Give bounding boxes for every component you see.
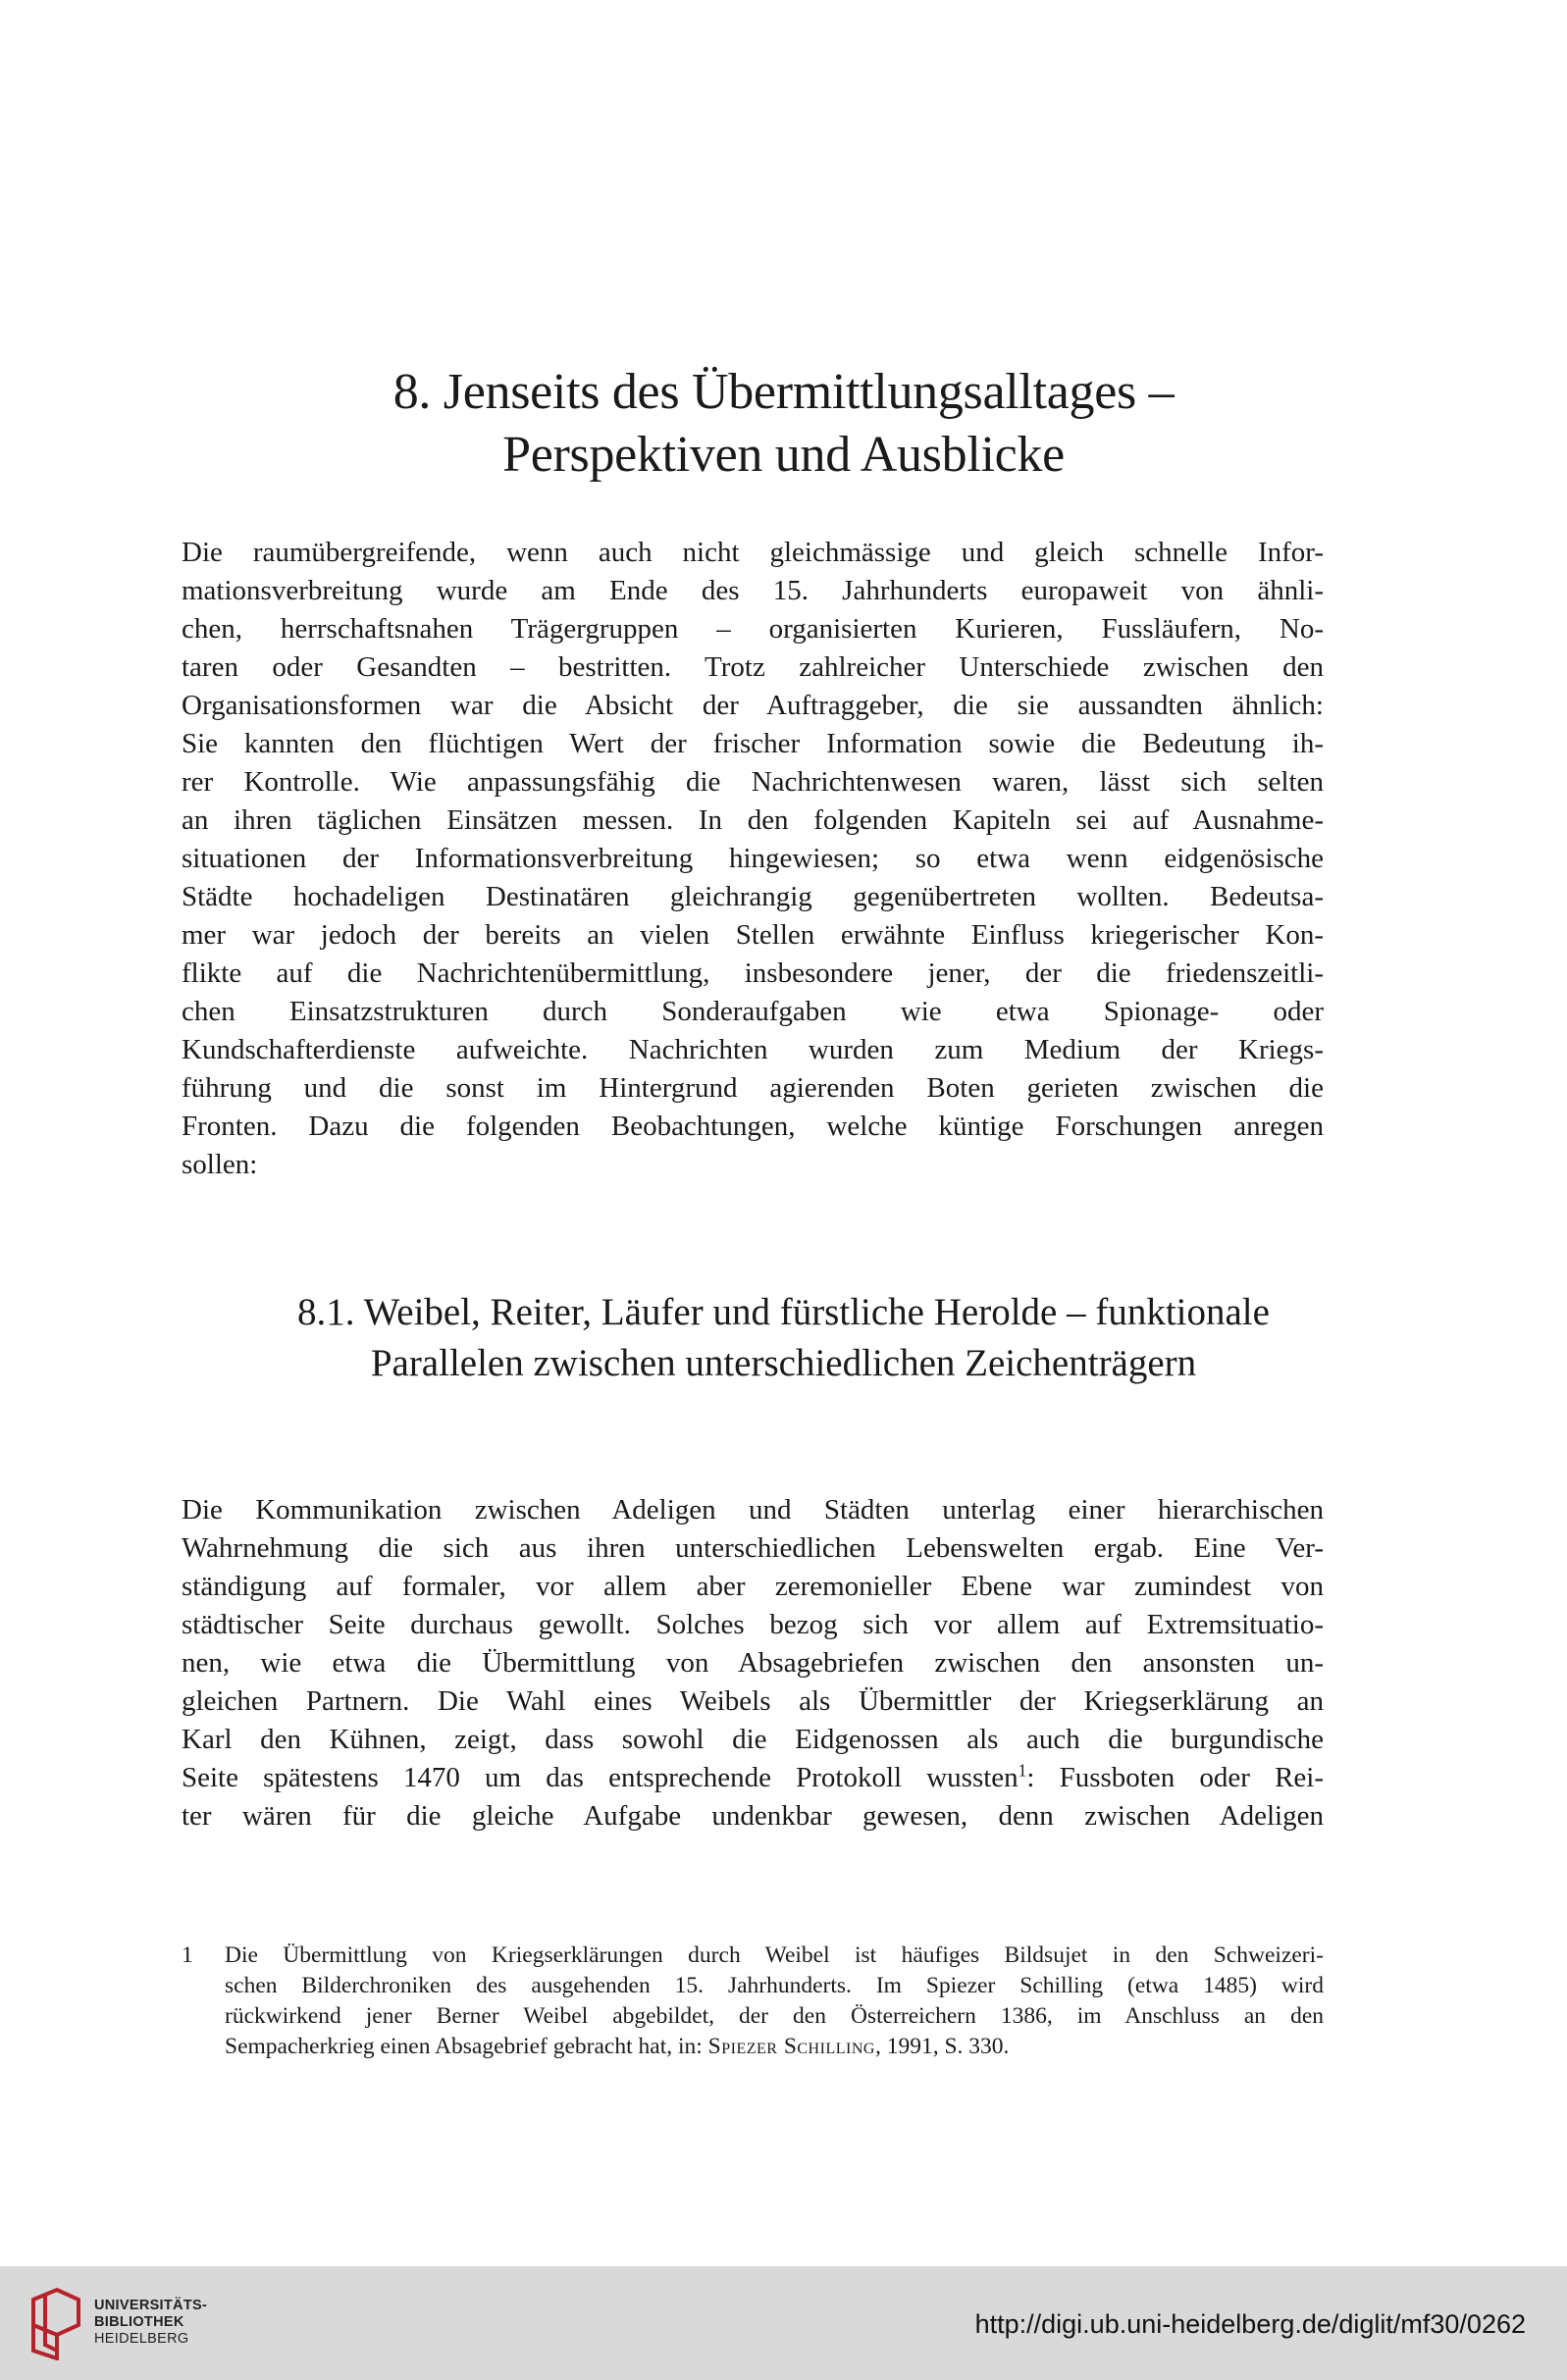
text-line: sollen: <box>182 1149 258 1180</box>
text-line: Sie kannten den flüchtigen Wert der frischer Information sowie die Bedeutung ih- <box>182 728 1324 759</box>
text-line: flikte auf die Nachrichtenübermittlung, insbesondere jener, der die friedenszeitli- <box>182 957 1324 989</box>
text-line: chen Einsatzstrukturen durch Sonderaufgaben wie etwa Spionage- oder <box>182 996 1324 1027</box>
text-line: rer Kontrolle. Wie anpassungsfähig die Nachrichtenwesen waren, lässt sich selten <box>182 766 1324 798</box>
chapter-title-line: Perspektiven und Ausblicke <box>502 427 1065 483</box>
text-line: gleichen Partnern. Die Wahl eines Weibels als Übermittler der Kriegserklärung an <box>182 1685 1324 1717</box>
footnote-line: Sempacherkrieg einen Absagebrief gebracht hat, in: Spiezer Schilling, 1991, S. 330. <box>225 2034 1010 2059</box>
library-name: UNIVERSITÄTS- BIBLIOTHEK HEIDELBERG <box>94 2298 208 2347</box>
text-line: situationen der Informationsverbreitung hingewiesen; so etwa wenn eidgenösische <box>182 843 1324 874</box>
text-line: städtischer Seite durchaus gewollt. Solches bezog sich vor allem auf Extremsituatio- <box>182 1609 1324 1640</box>
chapter-title <box>147 361 1420 487</box>
intro-paragraph <box>182 534 1324 1184</box>
text-line: Kundschafterdienste aufweichte. Nachrichten wurden zum Medium der Kriegs- <box>182 1034 1324 1065</box>
text-line: führung und die sonst im Hintergrund agierenden Boten gerieten zwischen die <box>182 1072 1324 1104</box>
chapter-title-line: 8. Jenseits des Übermittlungsalltages – <box>392 364 1175 420</box>
text-line: mer war jedoch der bereits an vielen Stellen erwähnte Einfluss kriegerischer Kon- <box>182 919 1324 951</box>
text-line: taren oder Gesandten – bestritten. Trotz zahlreicher Unterschiede zwischen den <box>182 651 1324 683</box>
footnote-reference[interactable]: 1 <box>1018 1760 1027 1781</box>
text-line: Fronten. Dazu die folgenden Beobachtungen, welche küntige Forschungen anregen <box>182 1111 1324 1142</box>
footnote-text <box>225 1940 1324 2062</box>
text-line-with-footnote: Seite spätestens 1470 um das entsprechende Protokoll wussten$^1$: Fussboten oder Rei- <box>182 1760 1324 1793</box>
text-line: nen, wie etwa die Übermittlung von Absagebriefen zwischen den ansonsten un- <box>182 1647 1324 1679</box>
section-title-line: Parallelen zwischen unterschiedlichen Zeichenträgern <box>370 1342 1197 1384</box>
library-logo-icon <box>27 2286 84 2360</box>
text-line: Organisationsformen war die Absicht der Auftraggeber, die sie aussandten ähnlich: <box>182 690 1324 721</box>
section-paragraph <box>182 1491 1324 1836</box>
footer-bar <box>0 2266 1567 2380</box>
permalink-url[interactable]: http://digi.ub.uni-heidelberg.de/diglit/mf30/0262 <box>974 2309 1526 2339</box>
text-line: an ihren täglichen Einsätzen messen. In den folgenden Kapiteln sei auf Ausnahme- <box>182 804 1324 836</box>
text-line: Die raumübergreifende, wenn auch nicht gleichmässige und gleich schnelle Infor- <box>182 537 1324 568</box>
text-line: Karl den Kühnen, zeigt, dass sowohl die Eidgenossen als auch die burgundische <box>182 1724 1324 1755</box>
text-line: chen, herrschaftsnahen Trägergruppen – organisierten Kurieren, Fussläufern, No- <box>182 613 1324 645</box>
footnote-line: Die Übermittlung von Kriegserklärungen durch Weibel ist häufiges Bildsujet in den Schweizeri- <box>225 1942 1324 1968</box>
text-line: Wahrnehmung die sich aus ihren unterschiedlichen Lebenswelten ergab. Eine Ver- <box>182 1532 1324 1564</box>
footnote-number: 1 <box>182 1942 193 1968</box>
text-line: Die Kommunikation zwischen Adeligen und Städten unterlag einer hierarchischen <box>182 1494 1324 1526</box>
section-paragraph-lines <box>182 1491 1324 1759</box>
text-line: ter wären für die gleiche Aufgabe undenkbar gewesen, denn zwischen Adeligen <box>182 1800 1324 1832</box>
source-citation: Spiezer Schilling <box>707 2034 875 2059</box>
text-line: ständigung auf formaler, vor allem aber zeremonieller Ebene war zumindest von <box>182 1571 1324 1602</box>
footnote-line: schen Bilderchroniken des ausgehenden 15. Jahrhunderts. Im Spiezer Schilling (etwa 1485) wird <box>225 1973 1324 1998</box>
text-line: mationsverbreitung wurde am Ende des 15. Jahrhunderts europaweit von ähnli- <box>182 575 1324 606</box>
section-title <box>147 1287 1420 1389</box>
footnote <box>182 1940 1324 2062</box>
footnote-line: rückwirkend jener Berner Weibel abgebildet, der den Österreichern 1386, im Anschluss an den <box>225 2003 1324 2029</box>
text-line: Städte hochadeligen Destinatären gleichrangig gegenübertreten wollten. Bedeutsa- <box>182 881 1324 912</box>
section-title-line: 8.1. Weibel, Reiter, Läufer und fürstliche Herolde – funktionale <box>297 1291 1270 1333</box>
